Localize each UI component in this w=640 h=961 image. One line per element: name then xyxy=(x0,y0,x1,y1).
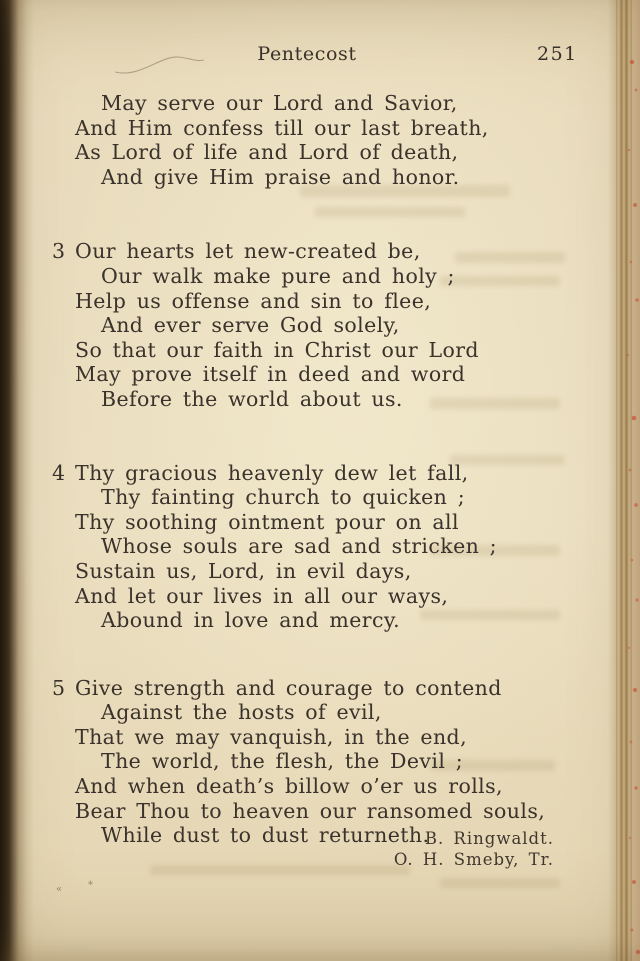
bleedthrough-smudge xyxy=(150,865,410,875)
verse-number: 4 xyxy=(52,460,66,485)
hymn-line: While dust to dust returneth. xyxy=(101,823,430,848)
hymn-line: Abound in love and mercy. xyxy=(101,608,401,633)
hymn-line: And ever serve God solely, xyxy=(101,313,400,338)
verse-number: 5 xyxy=(52,675,66,700)
hymn-line: The world, the flesh, the Devil ; xyxy=(101,749,464,774)
section-title: Pentecost xyxy=(257,43,357,65)
hymn-line: Thy fainting church to quicken ; xyxy=(101,485,466,510)
hymn-stanza xyxy=(52,239,572,411)
binding-gutter-shadow xyxy=(0,0,34,961)
hymn-line: Sustain us, Lord, in evil days, xyxy=(75,558,412,583)
hymn-stanza xyxy=(52,676,572,848)
hymn-line: May serve our Lord and Savior, xyxy=(101,91,458,115)
hymn-line: Before the world about us. xyxy=(101,386,403,411)
page-edge-speckles xyxy=(614,0,640,961)
hymn-line: And let our lives in all our ways, xyxy=(75,583,449,608)
hymn-text xyxy=(52,91,572,848)
hymn-line: Help us offense and sin to flee, xyxy=(75,288,432,313)
hymn-line: And give Him praise and honor. xyxy=(101,164,460,189)
hymn-line: 5 Give strength and courage to contend xyxy=(52,675,502,700)
hymn-line: Whose souls are sad and stricken ; xyxy=(101,534,497,559)
hymn-line: Thy soothing ointment pour on all xyxy=(75,509,459,534)
hymn-stanza xyxy=(52,91,572,189)
hymn-line: 3 Our hearts let new-created be, xyxy=(52,239,421,264)
hymn-line: 4 Thy gracious heavenly dew let fall, xyxy=(52,460,469,485)
hymn-line: Against the hosts of evil, xyxy=(101,700,382,725)
hymn-line: That we may vanquish, in the end, xyxy=(75,724,467,749)
hymn-line: And when death’s billow o’er us rolls, xyxy=(75,774,503,799)
hymn-line: As Lord of life and Lord of death, xyxy=(75,140,459,165)
translator-credit: O. H. Smeby, Tr. xyxy=(393,850,554,869)
bleedthrough-smudge xyxy=(440,878,560,888)
page-number: 251 xyxy=(537,43,578,65)
author-credit: B. Ringwaldt. xyxy=(424,829,554,848)
verse-number: 3 xyxy=(52,239,66,264)
ink-speck: « xyxy=(56,884,63,895)
hymn-line: May prove itself in deed and word xyxy=(75,362,466,387)
ink-speck: * xyxy=(88,880,93,891)
hymn-line: Our walk make pure and holy ; xyxy=(101,263,455,288)
hymn-line: So that our faith in Christ our Lord xyxy=(75,337,479,362)
attribution xyxy=(394,828,554,870)
hymn-line: And Him confess till our last breath, xyxy=(75,115,489,140)
hymn-stanza xyxy=(52,461,572,633)
hymn-line: Bear Thou to heaven our ransomed souls, xyxy=(75,798,546,823)
